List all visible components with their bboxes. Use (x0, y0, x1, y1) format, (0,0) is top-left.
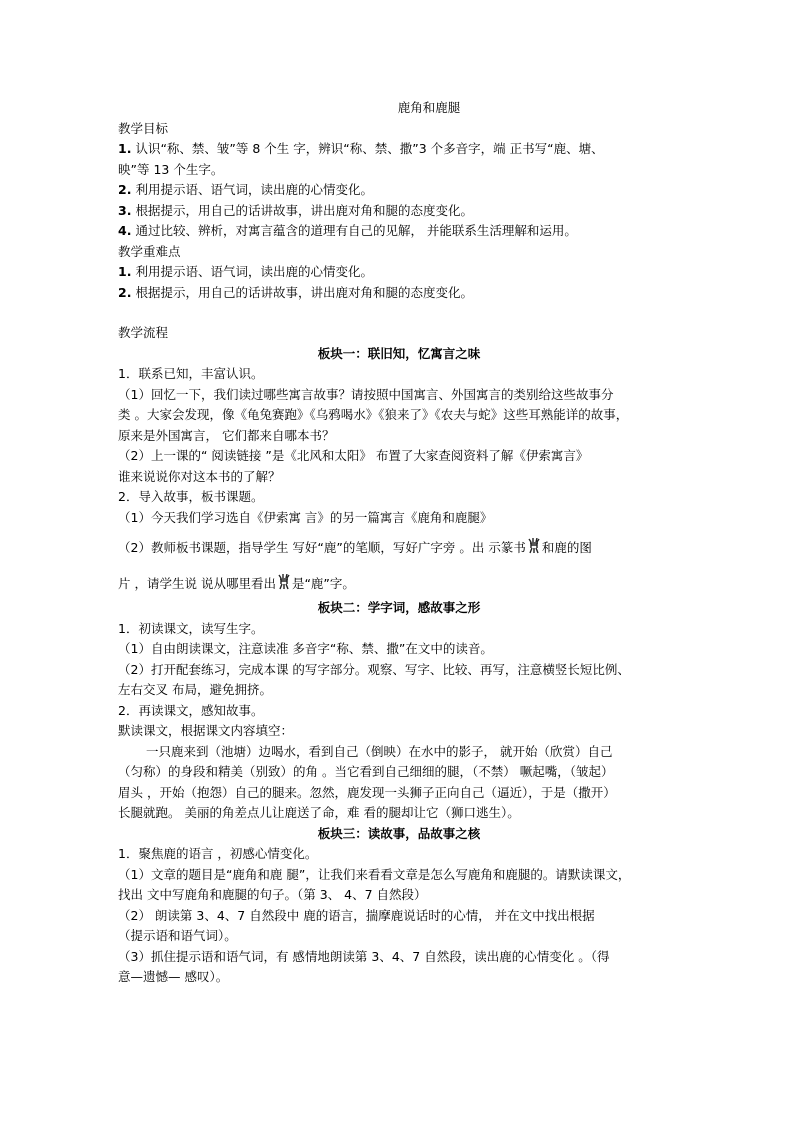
goal-2-num: 2. (118, 182, 132, 197)
section3-line-5: （提示语和语气词）。 (118, 928, 237, 943)
section1-line-10a: 片 ，请学生说 说从哪里看出 (118, 576, 276, 591)
section1-line-6: 谁来说说你对这本书的了解？ (118, 468, 281, 484)
section2-line-1: 1．初读课文，读写生字。 (118, 620, 264, 636)
seal-deer-icon (527, 538, 541, 554)
section2-line-4: 左右交叉 布局，避免拥挤。 (118, 682, 272, 697)
section1-heading: 板块一：联旧知，忆寓言之味 (317, 345, 481, 361)
section1-line-10b: 是“鹿”字。 (291, 576, 355, 591)
goal-3 (118, 201, 680, 222)
goal-4-num: 4. (118, 223, 132, 238)
section3-heading: 板块三：读故事，品故事之核 (317, 825, 481, 841)
section1-line-4: 原来是外国寓言， 它们都来自哪本书？ (118, 427, 335, 443)
section2-line-6: 默读课文，根据课文内容填空： (118, 723, 294, 738)
section2-heading: 板块二：学字词，感故事之形 (317, 600, 481, 615)
section2-line-3: （2）打开配套练习，完成本课 的写字部分。观察、写字、比较、再写，注意横竖长短比例、 (118, 661, 630, 677)
section1-line-7: 2．导入故事，板书课题。 (118, 489, 264, 504)
section3-line-7: 意—遗憾— 感叹）。 (118, 969, 229, 984)
section2-line-9: 眉头 ，开始（抱怨）自己的腿来。忽然，鹿发现一头狮子正向自己（逼近），于是（撒开） (118, 784, 616, 800)
section1-line-1: 1．联系已知，丰富认识。 (118, 366, 264, 381)
page-title: 鹿角和鹿腿 (397, 100, 461, 115)
key-point-1 (118, 262, 680, 283)
key-point-1-num: 1. (118, 264, 132, 279)
key-points-heading: 教学重难点 (118, 243, 181, 259)
section1-line-8: （1）今天我们学习选自《伊索寓 言》的另一篇寓言《鹿角和鹿腿》 (118, 509, 493, 525)
goal-1-num: 1. (118, 141, 132, 156)
goals-heading: 教学目标 (118, 120, 169, 136)
section2-line-10: 长腿就跑。 美丽的角差点儿让鹿送了命，难 看的腿却让它（狮口逃生）。 (118, 805, 520, 820)
key-point-2-text: 根据提示，用自己的话讲故事，讲出鹿对角和腿的态度变化。 (135, 284, 473, 300)
section3-line-3: 找出 文中写鹿角和鹿腿的句子。（第 3、 4、7 自然段） (118, 887, 427, 902)
section2-line-5: 2．再读课文，感知故事。 (118, 702, 264, 718)
key-point-1-text: 利用提示语、语气词，读出鹿的心情变化。 (135, 264, 373, 279)
section3-line-4: （2） 朗读第 3、4、7 自然段中 鹿的语言，揣摩鹿说话时的心情， 并在文中找出根据 (118, 907, 595, 923)
section1-line-3: 类 。大家会发现，像《龟兔赛跑》《乌鸦喝水》《狼来了》《农夫与蛇》这些耳熟能详的故事， (118, 407, 629, 422)
goal-3-num: 3. (118, 202, 132, 218)
goal-4 (118, 221, 680, 242)
goal-1 (118, 139, 680, 160)
document-page (118, 98, 680, 988)
spacer (118, 303, 680, 323)
section1-line-5: （2）上一课的“ 阅读链接 ”是《北风和太阳》 布置了大家查阅资料了解《伊索寓言》 (118, 448, 589, 463)
goal-2-text: 利用提示语、语气词，读出鹿的心情变化。 (135, 182, 373, 197)
section3-line-1: 1．聚焦鹿的语言 ，初感心情变化。 (118, 846, 318, 861)
goal-1-text: 认识“称、禁、皱”等 8 个生 字，辨识“称、禁、撒”3 个多音字，端 正书写“鹿、塘、 (135, 141, 604, 156)
goal-3-text: 根据提示，用自己的话讲故事，讲出鹿对角和腿的态度变化。 (135, 202, 473, 218)
section1-line-9a: （2）教师板书课题，指导学生 写好“鹿”的笔顺，写好广字旁 。出 示篆书 (118, 540, 526, 555)
section1-line-9b: 和鹿的图 (541, 540, 592, 555)
goal-1-cont: 映”等 13 个生字。 (118, 161, 224, 177)
section3-line-2: （1）文章的题目是“鹿角和鹿 腿”，让我们来看看文章是怎么写鹿角和鹿腿的。请默读课文， (118, 866, 631, 882)
goal-4-text: 通过比较、辨析，对寓言蕴含的道理有自己的见解， 并能联系生活理解和运用。 (135, 223, 577, 238)
process-heading: 教学流程 (118, 325, 169, 340)
section1-line-9 (118, 534, 680, 562)
seal-deer-icon (277, 574, 291, 590)
key-point-2 (118, 283, 680, 304)
section1-line-2: （1）回忆一下，我们读过哪些寓言故事？请按照中国寓言、外国寓言的类别给这些故事分 (118, 386, 614, 402)
section1-line-10 (118, 570, 680, 598)
key-point-2-num: 2. (118, 284, 132, 300)
section3-line-6: （3）抓住提示语和语气词，有 感情地朗读第 3、4、7 自然段，读出鹿的心情变化 。（得 (118, 948, 610, 964)
section2-line-2: （1）自由朗读课文，注意读准 多音字“称、禁、撒”在文中的读音。 (118, 641, 493, 656)
section2-line-7: 一只鹿来到（池塘）边喝水，看到自己（倒映）在水中的影子， 就开始（欣赏）自己 (146, 743, 613, 759)
goal-2 (118, 180, 680, 201)
section2-line-8: （匀称）的身段和精美（别致）的角 。当它看到自己细细的腿，（不禁） 噘起嘴，（皱起） (118, 764, 614, 779)
